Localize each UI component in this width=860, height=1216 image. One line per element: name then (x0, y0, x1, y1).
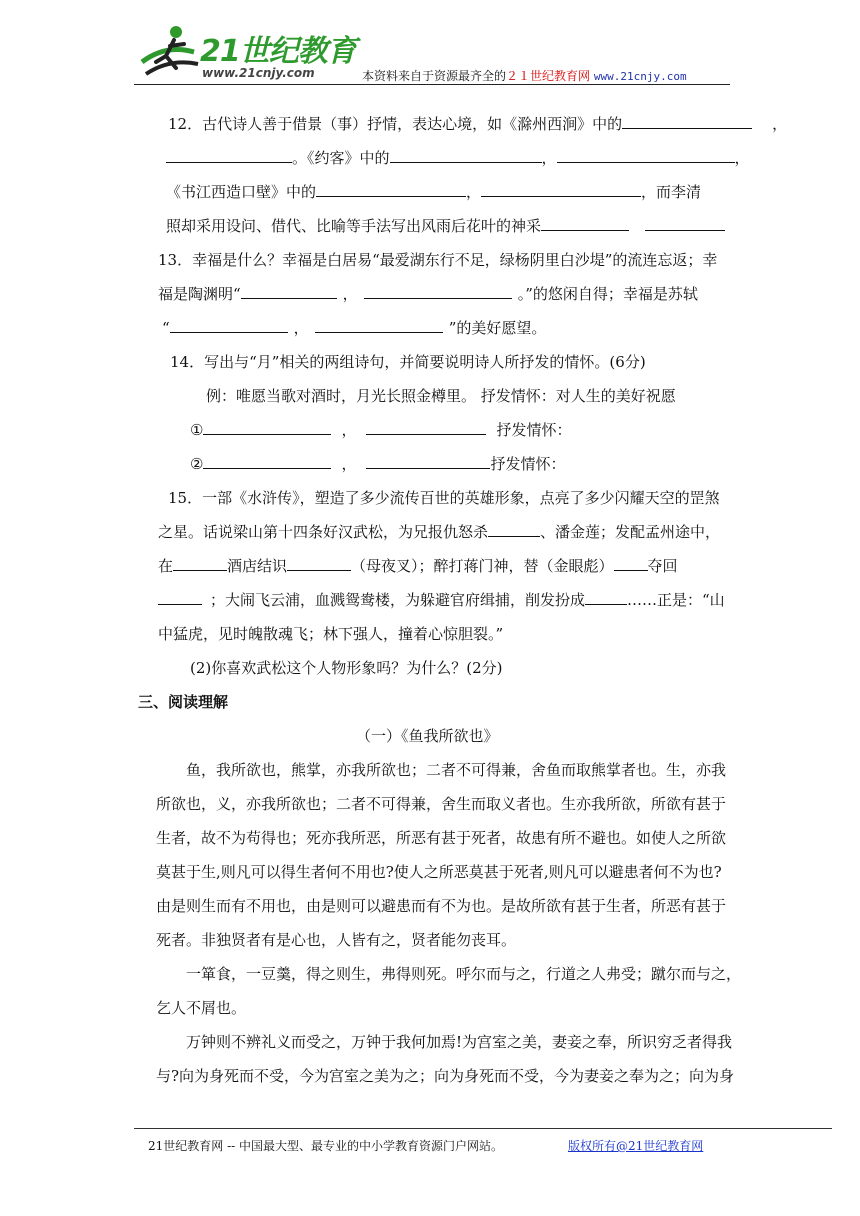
q15-line5: 中猛虎，见时魄散魂飞；林下强人，撞着心惊胆裂。” (158, 625, 504, 643)
answer-blank[interactable] (622, 114, 752, 129)
q15-text: 、潘金莲；发配孟州途中， (540, 523, 721, 541)
passage-line: 乞人不屑也。 (156, 999, 247, 1017)
passage-line: 生者，故不为苟得也；死亦我所恶，所恶有甚于死者，故患有所不避也。如使人之所欲 (156, 829, 727, 847)
punct: ， (293, 319, 309, 337)
passage-line: 万钟则不辨礼义而受之，万钟于我何加焉!为宫室之美，妻妾之奉，所识穷乏者得我 (186, 1033, 733, 1051)
answer-blank[interactable] (203, 420, 331, 435)
q13-text: ”的美好愿望。 (448, 319, 547, 337)
q14-line1: 14．写出与“月”相关的两组诗句，并简要说明诗人所抒发的情怀。(6分) (170, 353, 646, 371)
punct: ， (341, 421, 357, 439)
runner-logo-icon (136, 22, 206, 84)
item-marker: ② (190, 455, 204, 473)
punct: ， (772, 115, 788, 133)
answer-blank[interactable] (287, 556, 351, 571)
passage-title: （一）《鱼我所欲也》 (356, 727, 499, 745)
answer-blank[interactable] (541, 216, 629, 231)
q13-text: 。”的悠闲自得；幸福是苏轼 (517, 285, 698, 303)
punct: ， (341, 455, 357, 473)
answer-blank[interactable] (315, 318, 443, 333)
q15-text: ……正是：“山 (627, 591, 725, 609)
answer-blank[interactable] (645, 216, 725, 231)
q15-line4 (158, 590, 725, 610)
header-tagline (362, 67, 687, 84)
section3-title: 三、阅读理解 (138, 693, 229, 711)
site-logo[interactable] (136, 22, 356, 84)
footer-text: 21世纪教育网 -- 中国最大型、最专业的中小学教育资源门户网站。 (148, 1139, 504, 1153)
item-marker: ① (190, 421, 204, 439)
answer-blank[interactable] (241, 284, 337, 299)
q15-line2 (158, 522, 720, 542)
q13-text: 福是陶渊明“ (158, 285, 241, 303)
q12-text: 《书江西造口壁》中的 (166, 183, 317, 201)
q12-text: 。《约客》中的 (292, 149, 390, 167)
q12-text: 照却采用设问、借代、比喻等手法写出风雨后花叶的神采 (166, 217, 542, 235)
q15-text: 酒店结识 (227, 557, 288, 575)
passage-line: 由是则生而有不用也，由是则可以避患而有不为也。是故所欲有甚于生者，所恶有甚于 (156, 897, 727, 915)
answer-blank[interactable] (557, 148, 735, 163)
logo-url: www.21cnjy.com (202, 66, 315, 80)
answer-blank[interactable] (364, 284, 512, 299)
q12-text: 12．古代诗人善于借景（事）抒情，表达心境，如《滁州西涧》中的 (168, 115, 623, 133)
passage-line: 莫甚于生,则凡可以得生者何不用也?使人之所恶莫甚于死者,则凡可以避患者何不为也? (156, 863, 722, 881)
q15-line3 (158, 556, 678, 576)
answer-blank[interactable] (166, 148, 292, 163)
q14-item1 (190, 420, 571, 440)
feeling-label: 抒发情怀： (490, 455, 566, 473)
answer-blank[interactable] (173, 556, 227, 571)
q12-text: ，而李清 (641, 183, 702, 201)
answer-blank[interactable] (316, 182, 466, 197)
passage-line: 死者。非独贤者有是心也，人皆有之，贤者能勿丧耳。 (156, 931, 517, 949)
header-divider (134, 84, 730, 85)
punct: ， (342, 285, 358, 303)
punct: ， (541, 149, 557, 167)
answer-blank[interactable] (170, 318, 288, 333)
punct: “ (162, 319, 170, 337)
q12-line3 (166, 182, 701, 202)
q13-line2 (158, 284, 698, 304)
q14-example: 例：唯愿当歌对酒时，月光长照金樽里。 抒发情怀：对人生的美好祝愿 (206, 387, 676, 405)
passage-line: 一箪食，一豆羹，得之则生，弗得则死。呼尔而与之，行道之人弗受；蹴尔而与之， (186, 965, 742, 983)
q13-line3 (162, 318, 546, 338)
q15-text: 夺回 (647, 557, 678, 575)
q15-text: 之星。话说梁山第十四条好汉武松，为兄报仇怒杀 (158, 523, 489, 541)
copyright-link[interactable]: 版权所有@21世纪教育网 (568, 1139, 704, 1153)
q15-line1: 15．一部《水浒传》，塑造了多少流传百世的英雄形象，点亮了多少闪耀天空的罡煞 (168, 489, 720, 507)
passage-line: 与?向为身死而不受，今为宫室之美为之；向为身死而不受，今为妻妾之奉为之；向为身 (156, 1067, 735, 1085)
answer-blank[interactable] (158, 590, 202, 605)
answer-blank[interactable] (614, 556, 648, 571)
punct: ， (734, 149, 750, 167)
q12-line2 (166, 148, 750, 168)
q13-line1: 13．幸福是什么？幸福是白居易“最爱湖东行不足，绿杨阴里白沙堤”的流连忘返；幸 (158, 251, 718, 269)
punct: ， (466, 183, 482, 201)
feeling-label: 抒发情怀： (496, 421, 572, 439)
answer-blank[interactable] (481, 182, 641, 197)
passage-line: 鱼，我所欲也，熊掌，亦我所欲也；二者不可得兼，舍鱼而取熊掌者也。生，亦我 (186, 761, 727, 779)
answer-blank[interactable] (390, 148, 542, 163)
footer-divider (134, 1128, 832, 1129)
q12-line1 (168, 114, 787, 134)
q15-text: ；大闹飞云浦，血溅鸳鸯楼，为躲避官府缉捕，削发扮成 (210, 591, 586, 609)
answer-blank[interactable] (488, 522, 540, 537)
logo-text: 21世纪教育 (200, 34, 356, 69)
q14-item2 (190, 454, 565, 474)
answer-blank[interactable] (366, 420, 486, 435)
tagline-url-link[interactable]: www.21cnjy.com (593, 70, 687, 83)
passage-line: 所欲也，义，亦我所欲也；二者不可得兼，舍生而取义者也。生亦我所欲，所欲有甚于 (156, 795, 727, 813)
q12-line4 (166, 216, 725, 236)
answer-blank[interactable] (203, 454, 331, 469)
tagline-prefix: 本资料来自于资源最齐全的 (362, 69, 507, 83)
q15-text: （母夜叉）；醉打蒋门神，替（金眼彪） (351, 557, 614, 575)
q15-sub2: (2)你喜欢武松这个人物形象吗？为什么？(2分) (190, 659, 503, 677)
answer-blank[interactable] (585, 590, 627, 605)
tagline-site-link[interactable]: ２１世纪教育网 (506, 69, 591, 83)
page-header (0, 0, 860, 90)
answer-blank[interactable] (366, 454, 490, 469)
q15-text: 在 (158, 557, 174, 575)
